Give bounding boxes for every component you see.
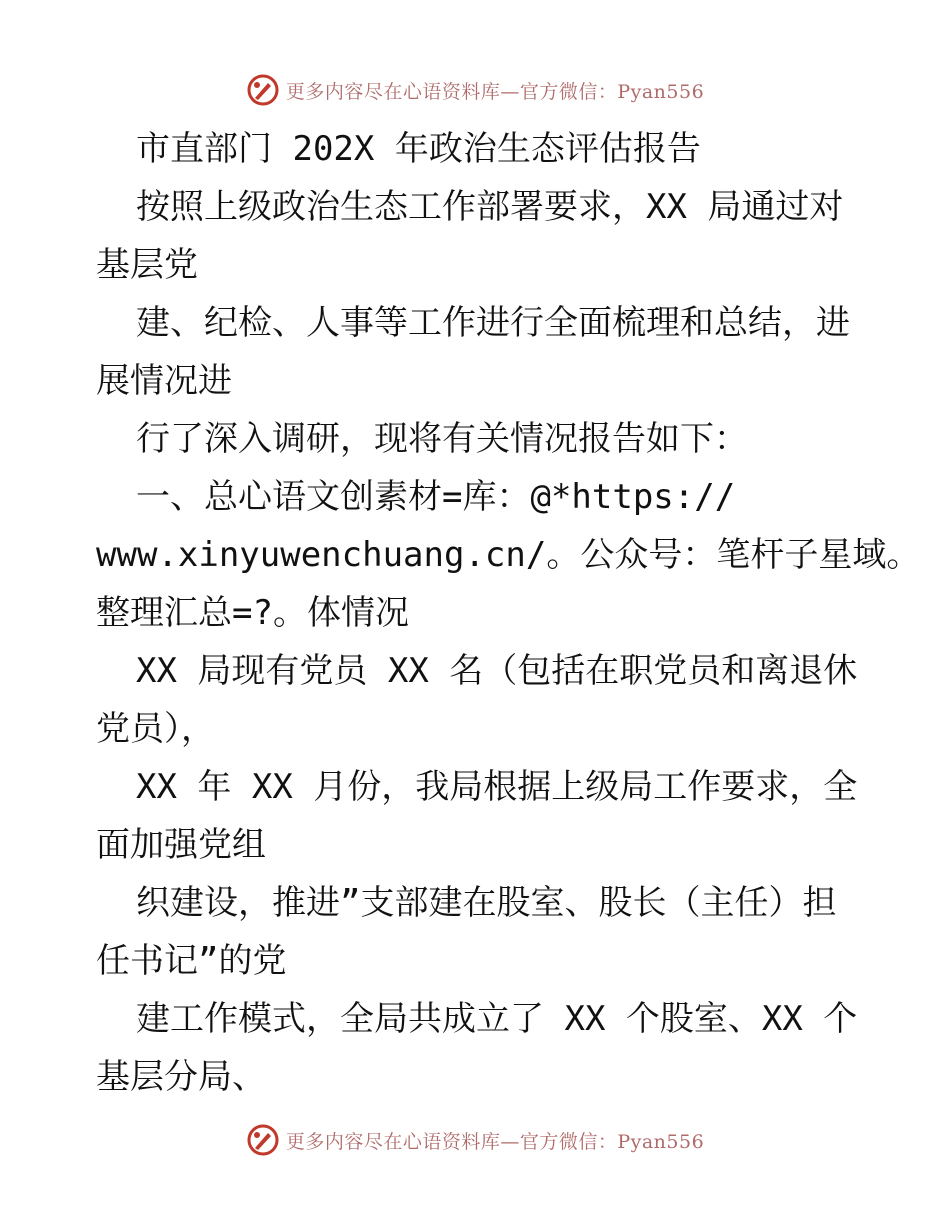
text-line: 基层分局、 — [96, 1057, 266, 1097]
text-line: 基层党 — [96, 245, 198, 285]
text-line: XX 局现有党员 XX 名（包括在职党员和离退休 — [136, 651, 858, 691]
text-line: 任书记”的党 — [96, 941, 287, 981]
text-line: 党员）， — [96, 709, 215, 749]
text-line: www.xinyuwenchuang.cn/。公众号：笔杆子星域。 — [96, 535, 921, 575]
text-line: 织建设，推进”支部建在股室、股长（主任）担 — [136, 883, 837, 923]
watermark-text: 更多内容尽在心语资料库—官方微信：Pyan556 — [285, 80, 705, 103]
text-line: 展情况进 — [96, 361, 232, 401]
text-line: 整理汇总=?。体情况 — [96, 593, 409, 633]
text-line: 建工作模式，全局共成立了 XX 个股室、XX 个 — [136, 999, 858, 1039]
text-line: 一、总心语文创素材=库：@*https:// — [136, 477, 736, 517]
red-quill-logo-icon — [246, 1123, 280, 1157]
document-body — [96, 120, 921, 1106]
text-line: 市直部门 202X 年政治生态评估报告 — [136, 129, 701, 169]
text-line: 按照上级政治生态工作部署要求，XX 局通过对 — [136, 187, 844, 227]
watermark-text: 更多内容尽在心语资料库—官方微信：Pyan556 — [285, 1130, 705, 1153]
red-quill-logo-icon — [246, 73, 280, 107]
text-line: 建、纪检、人事等工作进行全面梳理和总结，进 — [136, 303, 850, 343]
text-line: 面加强党组 — [96, 825, 266, 865]
text-line: 行了深入调研，现将有关情况报告如下： — [136, 419, 748, 459]
header-watermark — [0, 70, 950, 110]
text-line: XX 年 XX 月份，我局根据上级局工作要求，全 — [136, 767, 858, 807]
footer-watermark — [0, 1120, 950, 1160]
